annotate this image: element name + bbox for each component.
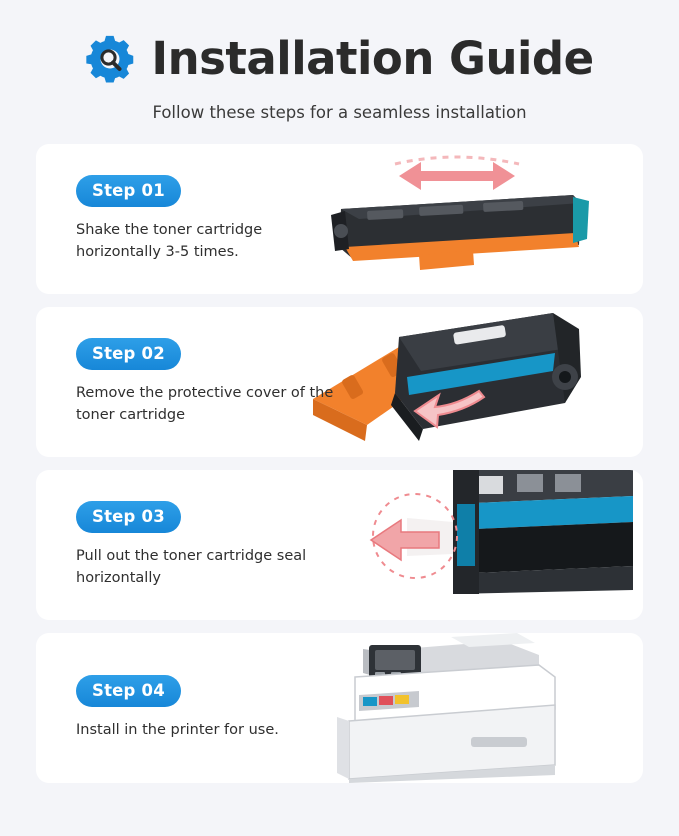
page-title: Installation Guide <box>151 31 594 85</box>
illustration-printer <box>303 633 643 783</box>
step-badge-01: Step 01 <box>76 175 181 207</box>
step-badge-03: Step 03 <box>76 501 181 533</box>
illustration-remove-cover <box>303 307 643 457</box>
step-description-02: Remove the protective cover of the toner cartridge <box>76 385 334 423</box>
illustration-shake-cartridge <box>303 144 643 294</box>
step-description-04: Install in the printer for use. <box>76 721 279 738</box>
step-card-01 <box>36 144 643 294</box>
step-card-04 <box>36 633 643 783</box>
step-badge-02: Step 02 <box>76 338 181 370</box>
steps-list <box>36 144 643 783</box>
gear-magnifier-icon <box>85 34 137 86</box>
title-row <box>36 30 643 86</box>
step-text-02 <box>36 307 336 457</box>
step-description-03: Pull out the toner cartridge seal horizontally <box>76 548 307 586</box>
step-text-01 <box>36 144 336 294</box>
step-badge-04: Step 04 <box>76 675 181 707</box>
step-card-03 <box>36 470 643 620</box>
step-text-03 <box>36 470 336 620</box>
step-description-01: Shake the toner cartridge horizontally 3-5 times. <box>76 222 263 260</box>
page-subtitle: Follow these steps for a seamless installation <box>152 103 527 122</box>
illustration-pull-seal <box>303 470 643 620</box>
step-card-02 <box>36 307 643 457</box>
page-header <box>36 0 643 122</box>
step-text-04 <box>36 633 336 783</box>
